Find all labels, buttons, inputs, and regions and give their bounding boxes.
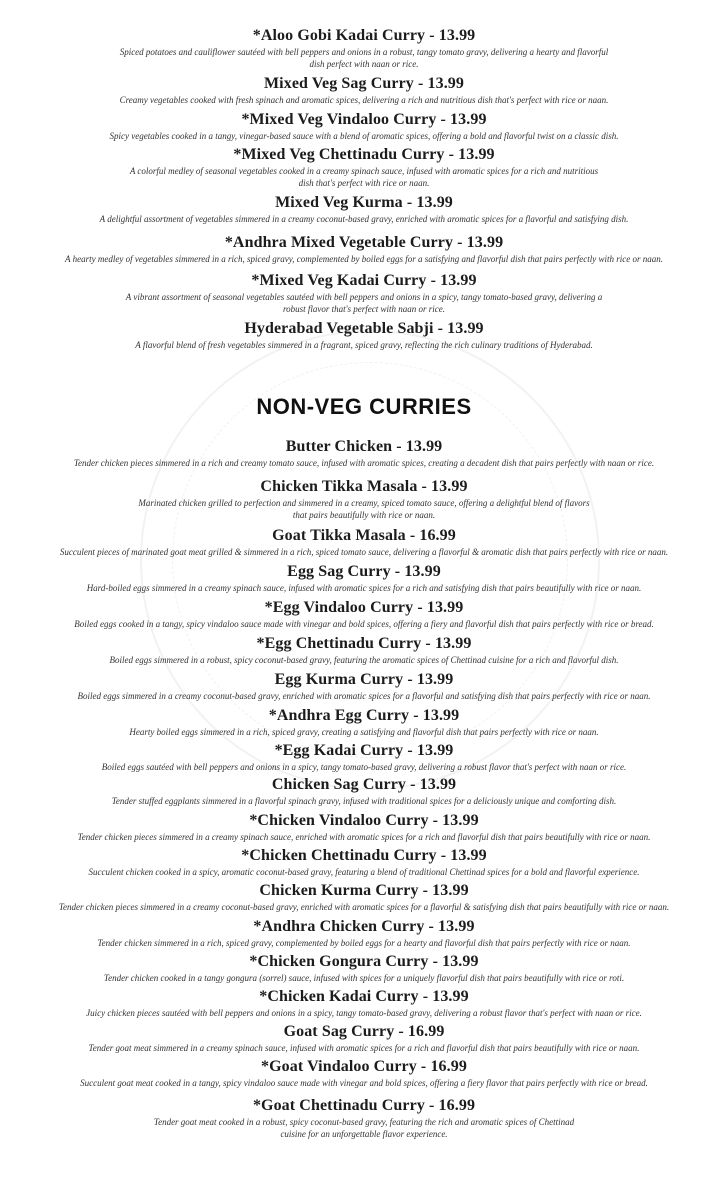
item-description: Boiled eggs simmered in a robust, spicy coconut-based gravy, featuring the aromatic spices of Chettinad cuisine for a rich and flavorful dish. bbox=[109, 655, 619, 665]
item-name: *Andhra Mixed Vegetable Curry - 13.99 bbox=[224, 234, 504, 251]
item-name: *Aloo Gobi Kadai Curry - 13.99 bbox=[252, 27, 476, 44]
item-description: Succulent chicken cooked in a spicy, aromatic coconut-based gravy, featuring a blend of traditional Chettinad spices for a bold and flavorful experience. bbox=[88, 867, 640, 877]
item-name: Chicken Kurma Curry - 13.99 bbox=[259, 882, 469, 899]
item-description: Tender goat meat cooked in a robust, spicy coconut-based gravy, featuring the rich and aromatic spices of Chettinad cuisine for an unforgettable flavor experience. bbox=[153, 1117, 575, 1139]
item-description: A delightful assortment of vegetables simmered in a creamy coconut-based gravy, enriched with aromatic spices for a flavorful and satisfying dish. bbox=[99, 214, 629, 224]
menu-item bbox=[0, 562, 728, 595]
section-heading: NON-VEG CURRIES bbox=[256, 394, 472, 419]
item-name: Goat Sag Curry - 16.99 bbox=[283, 1023, 445, 1040]
item-description: Tender chicken pieces simmered in a creamy coconut-based gravy, enriched with aromatic spices for a flavorful & satisfying dish that pairs beautifully with rice or naan. bbox=[58, 902, 670, 912]
item-description: Boiled eggs simmered in a creamy coconut-based gravy, enriched with aromatic spices for a flavorful and satisfying dish that pairs perfectly with rice or naan. bbox=[77, 691, 651, 701]
item-name: *Andhra Chicken Curry - 13.99 bbox=[253, 918, 475, 935]
menu-item bbox=[0, 881, 728, 914]
menu-item bbox=[0, 1096, 728, 1140]
menu-item bbox=[0, 987, 728, 1020]
menu-item bbox=[0, 741, 728, 774]
menu-item bbox=[0, 526, 728, 559]
menu-item bbox=[0, 1057, 728, 1090]
item-name: Egg Sag Curry - 13.99 bbox=[287, 563, 441, 580]
menu-item bbox=[0, 634, 728, 667]
item-description: Tender chicken simmered in a rich, spiced gravy, complemented by boiled eggs for a hearty and flavorful dish that pairs perfectly with rice or naan. bbox=[97, 938, 631, 948]
menu-item bbox=[0, 706, 728, 739]
menu-item bbox=[0, 110, 728, 143]
item-description: A vibrant assortment of seasonal vegetables sautéed with bell peppers and onions in a spicy, tangy tomato-based gravy, delivering a robust flavor that's perfect with naan or rice. bbox=[125, 292, 603, 314]
menu-item bbox=[0, 598, 728, 631]
menu-item bbox=[0, 26, 728, 70]
item-name: Mixed Veg Kurma - 13.99 bbox=[275, 194, 453, 211]
item-name: *Chicken Chettinadu Curry - 13.99 bbox=[241, 847, 487, 864]
item-name: *Andhra Egg Curry - 13.99 bbox=[268, 707, 460, 724]
item-description: A flavorful blend of fresh vegetables simmered in a fragrant, spiced gravy, reflecting the rich culinary traditions of Hyderabad. bbox=[135, 340, 593, 350]
menu-item bbox=[0, 271, 728, 315]
menu-item bbox=[0, 952, 728, 985]
item-description: Tender chicken cooked in a tangy gongura (sorrel) sauce, infused with spices for a uniquely flavorful dish that pairs beautifully with rice or roti. bbox=[103, 973, 625, 983]
menu-item bbox=[0, 145, 728, 189]
item-description: Tender goat meat simmered in a creamy spinach sauce, infused with aromatic spices for a rich and flavorful dish that pairs beautifully with rice or naan. bbox=[88, 1043, 640, 1053]
item-description: Juicy chicken pieces sautéed with bell peppers and onions in a spicy, tangy tomato-based gravy, delivering a robust flavor that's perfect with naan or rice. bbox=[86, 1008, 642, 1018]
menu-item bbox=[0, 811, 728, 844]
menu-item bbox=[0, 319, 728, 352]
item-name: *Egg Chettinadu Curry - 13.99 bbox=[256, 635, 472, 652]
item-description: A hearty medley of vegetables simmered in a rich, spiced gravy, complemented by boiled eggs for a satisfying and flavorful dish that pairs perfectly with rice or naan. bbox=[65, 254, 663, 264]
item-name: *Chicken Gongura Curry - 13.99 bbox=[249, 953, 479, 970]
item-description: Tender chicken pieces simmered in a creamy spinach sauce, enriched with aromatic spices for a rich and flavorful dish that pairs beautifully with rice or naan. bbox=[77, 832, 651, 842]
item-name: *Mixed Veg Chettinadu Curry - 13.99 bbox=[233, 146, 495, 163]
item-description: Spiced potatoes and cauliflower sautéed with bell peppers and onions in a robust, tangy tomato gravy, delivering a hearty and flavorful dish perfect with naan or rice. bbox=[119, 47, 609, 69]
item-name: Chicken Tikka Masala - 13.99 bbox=[260, 478, 468, 495]
item-name: Chicken Sag Curry - 13.99 bbox=[271, 776, 457, 793]
menu-item bbox=[0, 1022, 728, 1055]
item-name: *Egg Kadai Curry - 13.99 bbox=[274, 742, 454, 759]
menu-item bbox=[0, 477, 728, 521]
item-description: Tender chicken pieces simmered in a rich and creamy tomato sauce, infused with aromatic spices, creating a decadent dish that pairs perfectly with naan or rice. bbox=[73, 458, 655, 468]
item-description: Marinated chicken grilled to perfection and simmered in a creamy, spiced tomato sauce, offering a delightful blend of flavors that pairs beautifully with rice or naan. bbox=[138, 498, 590, 520]
menu-item bbox=[0, 437, 728, 470]
item-name: *Goat Vindaloo Curry - 16.99 bbox=[261, 1058, 467, 1075]
item-description: A colorful medley of seasonal vegetables cooked in a creamy spinach sauce, infused with aromatic spices for a rich and nutritious dish that's perfect with rice or naan. bbox=[129, 166, 599, 188]
item-name: Egg Kurma Curry - 13.99 bbox=[274, 671, 454, 688]
item-description: Boiled eggs sautéed with bell peppers and onions in a spicy, tangy tomato-based gravy, delivering a robust flavor that's perfect with naan or rice. bbox=[101, 762, 627, 772]
item-description: Hard-boiled eggs simmered in a creamy spinach sauce, infused with aromatic spices for a rich and satisfying dish that pairs beautifully with rice or naan. bbox=[86, 583, 642, 593]
menu-item bbox=[0, 193, 728, 226]
item-name: Butter Chicken - 13.99 bbox=[285, 438, 443, 455]
item-description: Boiled eggs cooked in a tangy, spicy vindaloo sauce made with vinegar and bold spices, offering a fiery and flavorful dish that pairs perfectly with rice or bread. bbox=[74, 619, 654, 629]
item-description: Hearty boiled eggs simmered in a rich, spiced gravy, creating a satisfying and flavorful dish that pairs perfectly with rice or naan. bbox=[129, 727, 599, 737]
menu-item bbox=[0, 846, 728, 879]
item-name: *Mixed Veg Kadai Curry - 13.99 bbox=[251, 272, 477, 289]
item-name: Mixed Veg Sag Curry - 13.99 bbox=[263, 75, 465, 92]
item-description: Creamy vegetables cooked with fresh spinach and aromatic spices, delivering a rich and nutritious dish that's perfect with rice or naan. bbox=[119, 95, 609, 105]
item-description: Succulent pieces of marinated goat meat grilled & simmered in a rich, spiced tomato sauce, delivering a flavorful & aromatic dish that pairs perfectly with rice or naan. bbox=[59, 547, 669, 557]
menu-item bbox=[0, 74, 728, 107]
item-name: *Egg Vindaloo Curry - 13.99 bbox=[264, 599, 464, 616]
item-name: *Goat Chettinadu Curry - 16.99 bbox=[252, 1097, 476, 1114]
item-description: Tender stuffed eggplants simmered in a flavorful spinach gravy, infused with traditional spices for a deliciously unique and comforting dish. bbox=[111, 796, 617, 806]
item-description: Succulent goat meat cooked in a tangy, spicy vindaloo sauce made with vinegar and bold spices, offering a fiery flavor that pairs perfectly with rice or bread. bbox=[80, 1078, 648, 1088]
item-name: Hyderabad Vegetable Sabji - 13.99 bbox=[244, 320, 484, 337]
menu-item bbox=[0, 233, 728, 266]
item-name: *Chicken Kadai Curry - 13.99 bbox=[259, 988, 469, 1005]
item-name: *Mixed Veg Vindaloo Curry - 13.99 bbox=[241, 111, 487, 128]
item-description: Spicy vegetables cooked in a tangy, vinegar-based sauce with a blend of aromatic spices, offering a bold and flavorful twist on a classic dish. bbox=[109, 131, 619, 141]
item-name: Goat Tikka Masala - 16.99 bbox=[272, 527, 456, 544]
menu-item bbox=[0, 670, 728, 703]
menu-item bbox=[0, 775, 728, 808]
menu-item bbox=[0, 917, 728, 950]
item-name: *Chicken Vindaloo Curry - 13.99 bbox=[249, 812, 479, 829]
